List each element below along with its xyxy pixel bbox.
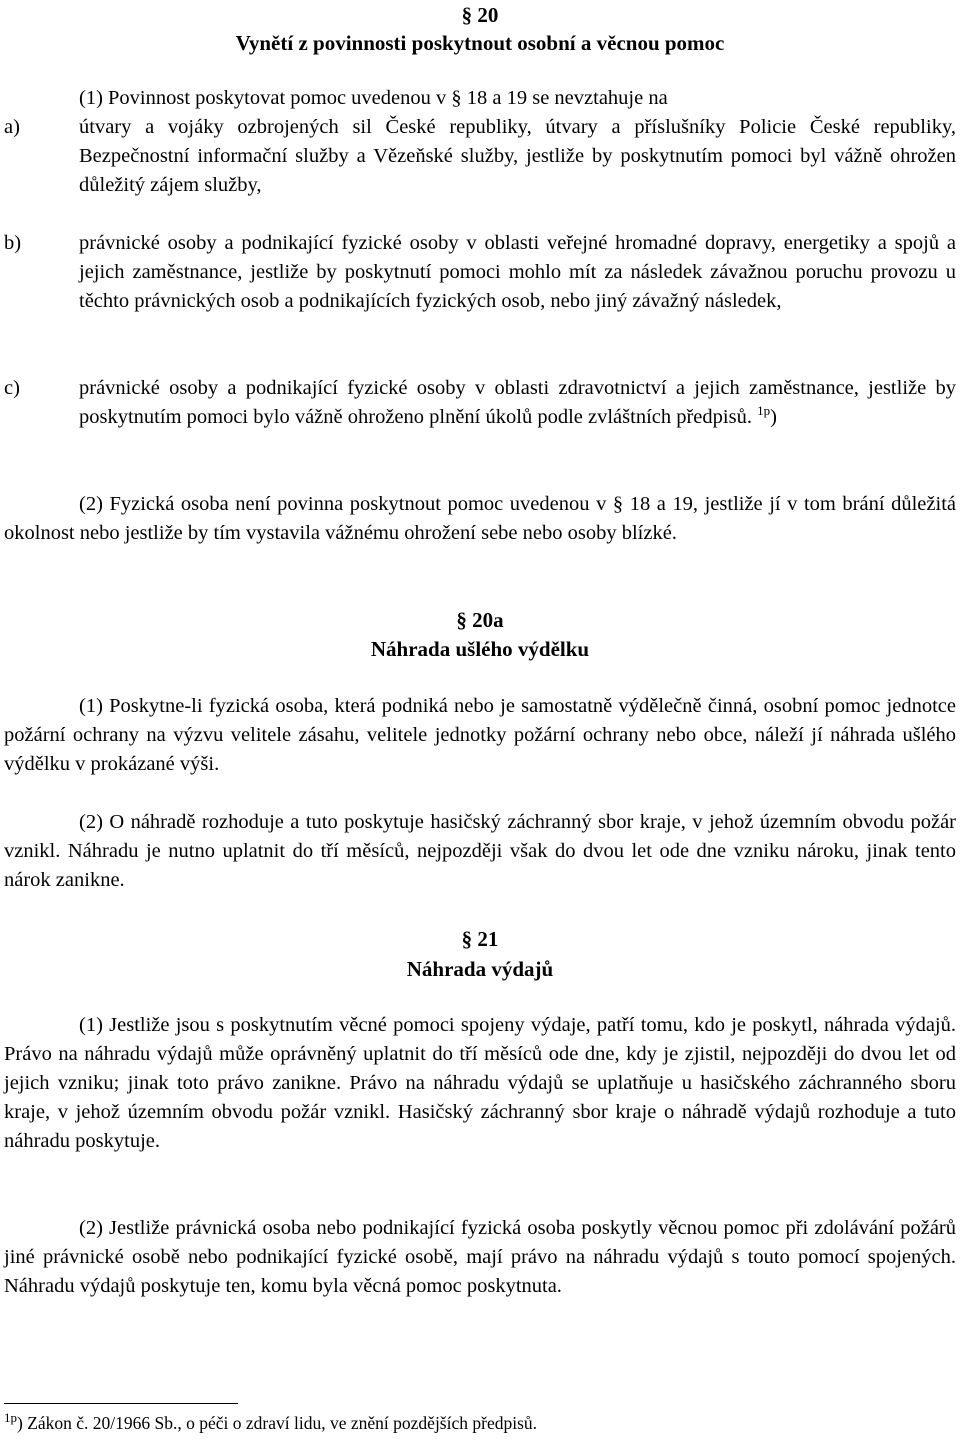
list-item-label: a) bbox=[4, 116, 20, 138]
footnote-reference: 1p bbox=[757, 403, 771, 419]
list-item-label: b) bbox=[4, 232, 22, 254]
list-item-label: c) bbox=[4, 377, 20, 399]
section-20a-p2: (2) O náhradě rozhoduje a tuto poskytuje hasičský záchranný sbor kraje, v jehož územním obvodu požár vznikl. Náhradu je nutno uplatnit do tří měsíců, nejpozději však do dvou let ode dne vzniku nároku, jinak tento nárok zanikne. bbox=[4, 811, 956, 891]
section-20-p2: (2) Fyzická osoba není povinna poskytnout pomoc uvedenou v § 18 a 19, jestliže jí v tom brání důležitá okolnost nebo jestliže by tím vystavila vážnému ohrožení sebe nebo osoby blízké. bbox=[4, 493, 956, 544]
footnote-reference-close: ) bbox=[770, 406, 777, 428]
list-item-text: právnické osoby a podnikající fyzické osoby v oblasti veřejné hromadné dopravy, energetiky a spojů a jejich zaměstnance, jestliže by poskytnutí pomoci mohlo mít za následek závažnou poruchu provozu u těchto právnických osob a podnikajících fyzických osob, nebo jiný závažný následek, bbox=[79, 232, 956, 312]
section-20-title: Vynětí z povinnosti poskytnout osobní a věcnou pomoc bbox=[235, 31, 725, 55]
list-item-text: právnické osoby a podnikající fyzické osoby v oblasti zdravotnictví a jejich zaměstnance, jestliže by poskytnutím pomoci bylo vážně ohroženo plnění úkolů podle zvláštních předpisů. bbox=[79, 377, 956, 428]
footnote-text: ) Zákon č. 20/1966 Sb., o péči o zdraví lidu, ve znění pozdějších předpisů. bbox=[17, 1413, 538, 1433]
section-20a-title: Náhrada ušlého výdělku bbox=[370, 637, 590, 661]
list-item-b bbox=[4, 229, 956, 316]
list-item-a bbox=[4, 113, 956, 200]
section-21-number: § 21 bbox=[461, 927, 499, 951]
section-21-p1: (1) Jestliže jsou s poskytnutím věcné pomoci spojeny výdaje, patří tomu, kdo je poskytl, náhrada výdajů. Právo na náhradu výdajů může oprávněný uplatnit do tří měsíců ode dne, kdy je zjistil, nejpozději do dvou let od jejich vzniku; jinak toto právo zanikne. Právo na náhradu výdajů se uplatňuje u hasičského záchranného sboru kraje, v jehož územním obvodu požár vznikl. Hasičský záchranný sbor kraje o náhradě výdajů rozhoduje a tuto náhradu poskytuje. bbox=[4, 1014, 956, 1152]
section-20-number: § 20 bbox=[461, 3, 499, 27]
list-item-c bbox=[4, 374, 956, 432]
section-21-title: Náhrada výdajů bbox=[406, 957, 554, 981]
list-item-text-container bbox=[79, 374, 956, 432]
footnote-mark: 1p bbox=[4, 1410, 17, 1426]
footnote bbox=[4, 1410, 537, 1436]
section-20-p1-intro: (1) Povinnost poskytovat pomoc uvedenou v § 18 a 19 se nevztahuje na bbox=[79, 87, 668, 109]
footnote-separator bbox=[4, 1403, 238, 1404]
section-20a-p1: (1) Poskytne-li fyzická osoba, která podniká nebo je samostatně výdělečně činná, osobní pomoc jednotce požární ochrany na výzvu velitele zásahu, velitele jednotky požární ochrany nebo obce, náleží jí náhrada ušlého výdělku v prokázané výši. bbox=[4, 695, 956, 775]
section-21-p2: (2) Jestliže právnická osoba nebo podnikající fyzická osoba poskytly věcnou pomoc při zdolávání požárů jiné právnické osobě nebo podnikající fyzické osobě, mají právo na náhradu výdajů s touto pomocí spojených. Náhradu výdajů poskytuje ten, komu byla věcná pomoc poskytnuta. bbox=[4, 1217, 956, 1297]
list-item-text: útvary a vojáky ozbrojených sil České republiky, útvary a příslušníky Policie České republiky, Bezpečnostní informační služby a Vězeňské služby, jestliže by poskytnutím pomoci byl vážně ohrožen důležitý zájem služby, bbox=[79, 116, 956, 196]
section-20a-number: § 20a bbox=[456, 608, 504, 632]
